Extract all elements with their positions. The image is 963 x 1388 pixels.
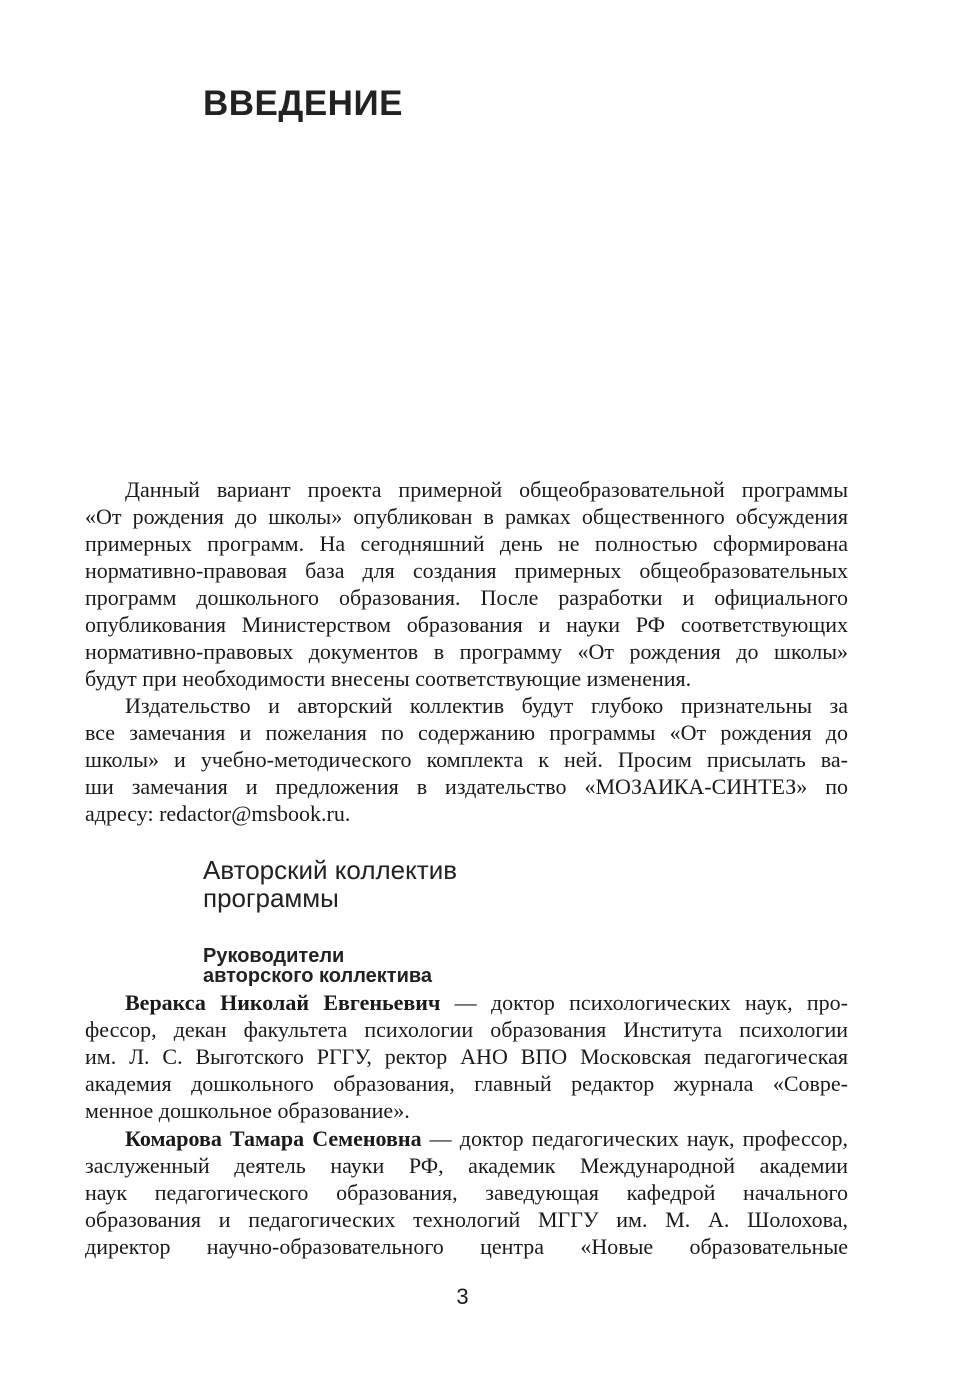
author-description: — доктор педагогических наук, профессор, <box>421 1126 848 1151</box>
text-line: примерных программ. На сегодняшний день не полностью сформирована <box>85 531 848 556</box>
text-line: директор научно-образовательного центра «Новые образовательные <box>85 1234 848 1259</box>
text-line: Данный вариант проекта примерной общеобразовательной программы <box>125 477 848 502</box>
intro-paragraph-1 <box>85 476 848 692</box>
section-heading-line: Авторский коллектив <box>203 855 458 885</box>
text-line: нормативно-правовая база для создания примерных общеобразовательных <box>85 558 848 583</box>
section-heading-line: программы <box>203 883 339 913</box>
text-line: им. Л. С. Выготского РГГУ, ректор АНО ВПО Московская педагогическая <box>85 1044 848 1069</box>
text-line: программ дошкольного образования. После разработки и официального <box>85 585 848 610</box>
text-line: наук педагогического образования, заведующая кафедрой начального <box>85 1180 848 1205</box>
subsection-heading-line: авторского коллектива <box>203 965 433 987</box>
text-line: академия дошкольного образования, главный редактор журнала «Совре- <box>85 1071 848 1096</box>
text-line: образования и педагогических технологий МГГУ им. М. А. Шолохова, <box>85 1207 848 1232</box>
text-line: менное дошкольное образование». <box>85 1098 410 1123</box>
text-line: Издательство и авторский коллектив будут глубоко признательны за <box>125 693 848 718</box>
text-line: школы» и учебно-методического комплекта к ней. Просим присылать ва- <box>85 747 848 772</box>
subsection-heading-line: Руководители <box>203 945 345 967</box>
chapter-title: ВВЕДЕНИЕ <box>203 84 403 123</box>
text-line: опубликования Министерством образования и науки РФ соответствующих <box>85 612 848 637</box>
text-line: заслуженный деятель науки РФ, академик Международной академии <box>85 1153 848 1178</box>
author-name: Комарова Тамара Семеновна <box>125 1126 422 1151</box>
intro-paragraph-2 <box>85 692 848 827</box>
page-number: 3 <box>456 1284 469 1309</box>
text-line: нормативно-правовых документов в программу «От рождения до школы» <box>85 639 848 664</box>
subsection-heading <box>203 946 432 986</box>
author-entry-veraksa <box>85 989 848 1124</box>
text-line: «От рождения до школы» опубликован в рамках общественного обсуждения <box>85 504 848 529</box>
text-line: адресу: redactor@msbook.ru. <box>85 801 351 826</box>
text-line: фессор, декан факультета психологии образования Института психологии <box>85 1017 848 1042</box>
text-line: все замечания и пожелания по содержанию программы «От рождения до <box>85 720 848 745</box>
text-line <box>85 989 848 1016</box>
text-line: ши замечания и предложения в издательство «МОЗАИКА-СИНТЕЗ» по <box>85 774 848 799</box>
author-entry-komarova <box>85 1125 848 1260</box>
author-name: Веракса Николай Евгеньевич <box>125 990 441 1015</box>
section-heading <box>203 856 457 912</box>
text-line <box>85 1125 848 1152</box>
text-line: будут при необходимости внесены соответствующие изменения. <box>85 666 692 691</box>
author-description: — доктор психологических наук, про- <box>440 990 849 1015</box>
